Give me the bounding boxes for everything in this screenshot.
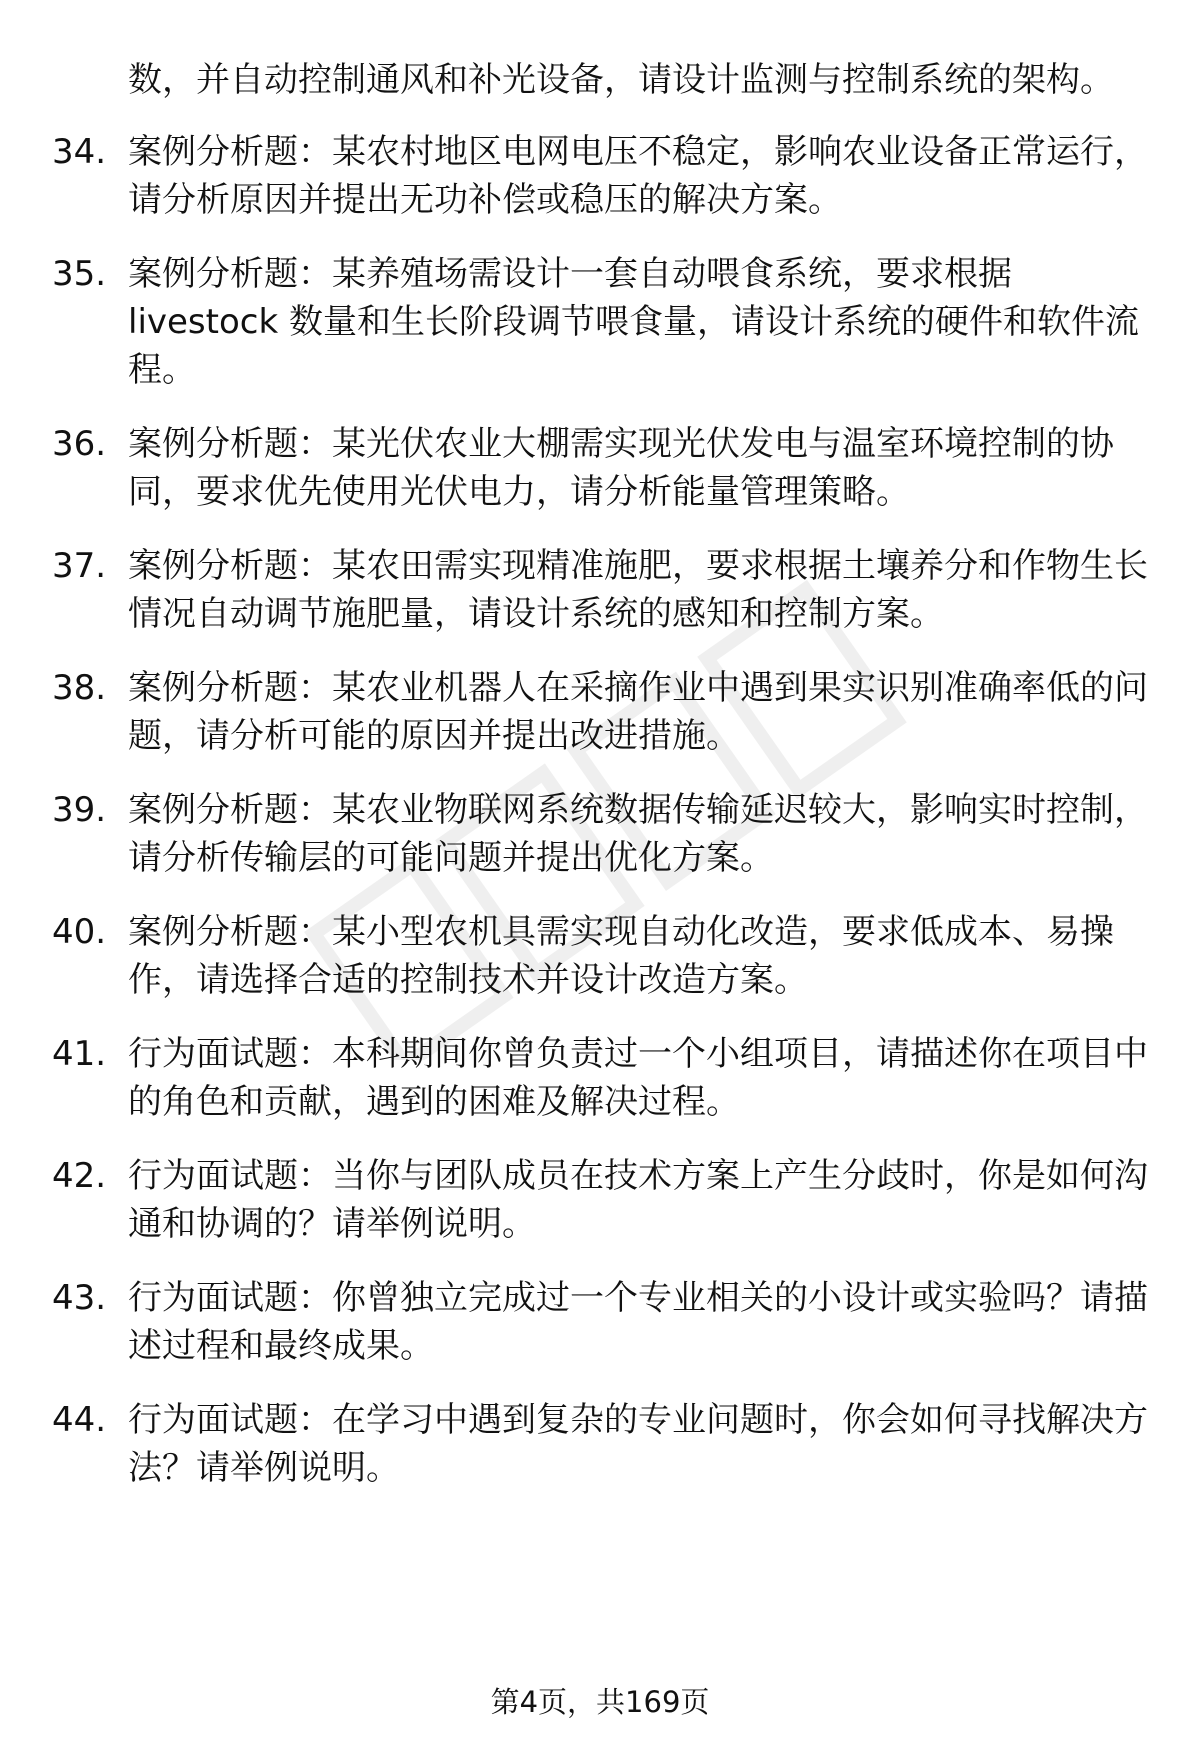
question-number: 44.: [52, 1400, 107, 1440]
page-number-footer: 第4页，共169页: [490, 1685, 710, 1719]
question-text: 行为面试题：你曾独立完成过一个专业相关的小设计或实验吗？请描述过程和最终成果。: [128, 1278, 1148, 1366]
question-text: 行为面试题：本科期间你曾负责过一个小组项目，请描述你在项目中的角色和贡献，遇到的困难及解决过程。: [128, 1034, 1148, 1122]
question-item-40: [0, 908, 1200, 1004]
question-text: 案例分析题：某养殖场需设计一套自动喂食系统，要求根据 livestock 数量和生长阶段调节喂食量，请设计系统的硬件和软件流程。: [128, 254, 1139, 390]
question-item-35: [0, 250, 1200, 394]
question-number: 37.: [52, 546, 107, 586]
question-text: 案例分析题：某农村地区电网电压不稳定，影响农业设备正常运行，请分析原因并提出无功补偿或稳压的解决方案。: [128, 132, 1148, 220]
question-number: 40.: [52, 912, 107, 952]
question-item-38: [0, 664, 1200, 760]
question-number: 36.: [52, 424, 107, 464]
question-item-37: [0, 542, 1200, 638]
question-number: 38.: [52, 668, 107, 708]
question-item-33-continued: [0, 56, 1200, 104]
question-number: 35.: [52, 254, 107, 294]
question-text: 行为面试题：当你与团队成员在技术方案上产生分歧时，你是如何沟通和协调的？请举例说明。: [128, 1156, 1148, 1244]
question-text: 案例分析题：某农田需实现精准施肥，要求根据土壤养分和作物生长情况自动调节施肥量，请设计系统的感知和控制方案。: [128, 546, 1148, 634]
question-text: 案例分析题：某农业机器人在采摘作业中遇到果实识别准确率低的问题，请分析可能的原因并提出改进措施。: [128, 668, 1148, 756]
question-item-34: [0, 128, 1200, 224]
question-text: 数，并自动控制通风和补光设备，请设计监测与控制系统的架构。: [128, 60, 1114, 100]
question-item-42: [0, 1152, 1200, 1248]
question-item-43: [0, 1274, 1200, 1370]
question-text: 案例分析题：某农业物联网系统数据传输延迟较大，影响实时控制，请分析传输层的可能问题并提出优化方案。: [128, 790, 1148, 878]
question-text: 行为面试题：在学习中遇到复杂的专业问题时，你会如何寻找解决方法？请举例说明。: [128, 1400, 1148, 1488]
question-item-39: [0, 786, 1200, 882]
question-number: 41.: [52, 1034, 107, 1074]
question-item-41: [0, 1030, 1200, 1126]
question-number: 43.: [52, 1278, 107, 1318]
question-number: 34.: [52, 132, 107, 172]
question-text: 案例分析题：某光伏农业大棚需实现光伏发电与温室环境控制的协同，要求优先使用光伏电力，请分析能量管理策略。: [128, 424, 1114, 512]
question-item-44: [0, 1396, 1200, 1492]
question-number: 42.: [52, 1156, 107, 1196]
question-item-36: [0, 420, 1200, 516]
question-number: 39.: [52, 790, 107, 830]
question-text: 案例分析题：某小型农机具需实现自动化改造，要求低成本、易操作，请选择合适的控制技术并设计改造方案。: [128, 912, 1114, 1000]
question-list: [0, 56, 1200, 1518]
